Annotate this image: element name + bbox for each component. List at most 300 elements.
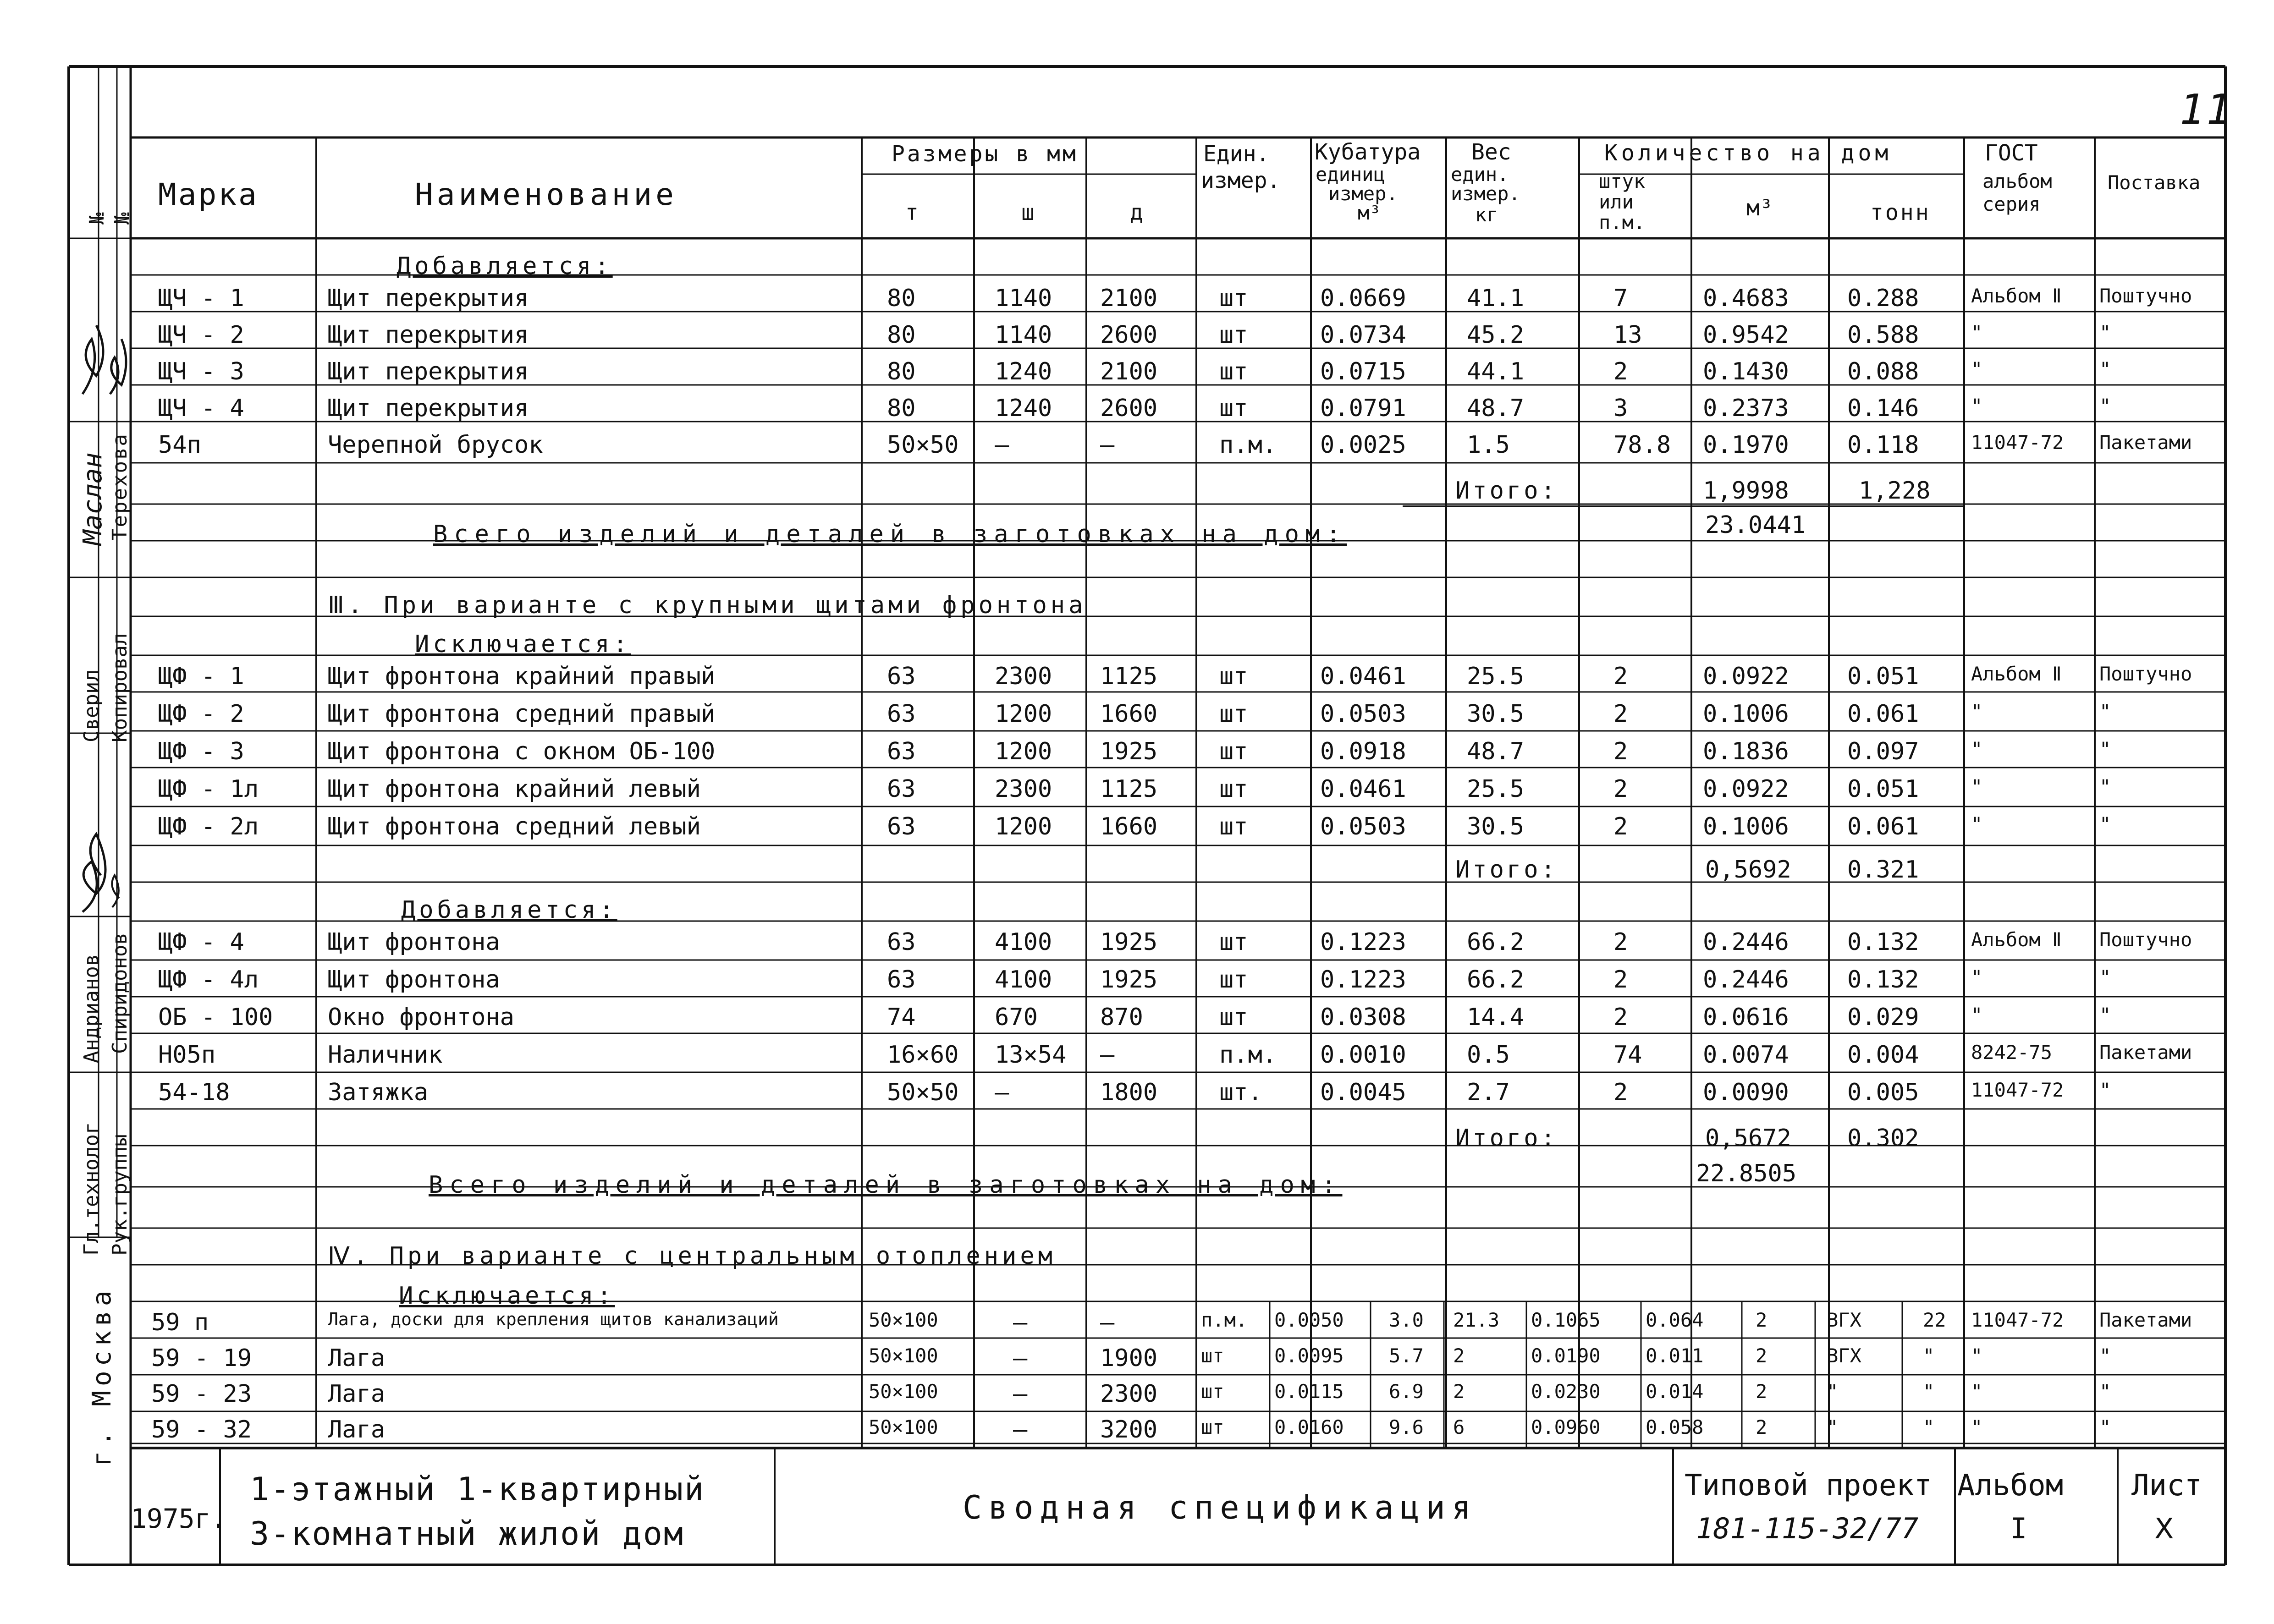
- row-a-gost: ": [1971, 358, 1983, 380]
- row-b-volume: 0.0503: [1320, 813, 1406, 840]
- header-w: ш: [1021, 200, 1035, 225]
- section-excluded-1: Исключается:: [415, 631, 631, 658]
- row-d-mark: 59 п: [151, 1309, 209, 1336]
- row-d-gost: ": [1971, 1344, 1983, 1367]
- total-a-m3: 1,9998: [1703, 477, 1789, 505]
- section-total-in-blanks-1: Всего изделий и деталей в заготовках на дом:: [433, 521, 1347, 548]
- row-a-tons: 0.118: [1847, 431, 1919, 459]
- section-total-in-blanks-2: Всего изделий и деталей в заготовках на дом:: [429, 1171, 1343, 1199]
- row-c-supply: Поштучно: [2099, 928, 2192, 951]
- title-project-label: Типовой проект: [1685, 1469, 1932, 1503]
- row-b-weight: 25.5: [1467, 775, 1525, 803]
- row-d-unit: п.м.: [1201, 1309, 1248, 1331]
- row-c-weight: 14.4: [1467, 1004, 1525, 1031]
- signature-4: [112, 875, 119, 907]
- header-supply: Поставка: [2108, 171, 2201, 194]
- row-a-volume: 0.0025: [1320, 431, 1406, 459]
- row-b-name: Щит фронтона с окном ОБ-100: [328, 738, 716, 765]
- row-a-tons: 0.146: [1847, 395, 1919, 422]
- row-a-gost: 11047-72: [1971, 431, 2064, 454]
- row-b-tons: 0.061: [1847, 700, 1919, 728]
- header-weight-2: един.: [1451, 163, 1509, 186]
- row-a-w: —: [995, 431, 1009, 459]
- row-c-unit: шт.: [1219, 1079, 1262, 1106]
- row-a-supply: ": [2099, 321, 2111, 344]
- row-a-pcs: 78.8: [1613, 431, 1671, 459]
- row-a-supply: Поштучно: [2099, 285, 2192, 307]
- header-l: д: [1130, 200, 1143, 225]
- row-d-t: 50×100: [869, 1309, 938, 1331]
- row-a-name: Щит перекрытия: [328, 321, 529, 349]
- row-a-pcs: 2: [1613, 358, 1628, 385]
- row-a-tons: 0.588: [1847, 321, 1919, 349]
- stamp-name-maslan: Маслан: [78, 452, 108, 545]
- row-a-supply: ": [2099, 395, 2111, 417]
- row-c-m3: 0.2446: [1703, 966, 1789, 993]
- row-c-l: 1800: [1100, 1079, 1158, 1106]
- row-a-t: 80: [887, 321, 916, 349]
- row-d-w: —: [1013, 1344, 1028, 1372]
- row-a-gost: Альбом Ⅱ: [1971, 285, 2062, 307]
- header-tons: тонн: [1870, 200, 1931, 225]
- row-b-w: 1200: [995, 738, 1052, 765]
- row-a-supply: ": [2099, 358, 2111, 380]
- total-b-m3: 0,5692: [1705, 856, 1791, 883]
- row-b-gost: ": [1971, 775, 1983, 798]
- row-b-m3: 0.1836: [1703, 738, 1789, 765]
- row-d-count: 2: [1756, 1416, 1767, 1438]
- row-b-volume: 0.0461: [1320, 775, 1406, 803]
- total-c-tons: 0.302: [1847, 1125, 1919, 1152]
- row-b-weight: 25.5: [1467, 663, 1525, 690]
- header-volume-4: м³: [1358, 202, 1381, 224]
- row-a-supply: Пакетами: [2099, 431, 2192, 454]
- section-adds-2: Добавляется:: [401, 896, 617, 924]
- row-d-l: 2300: [1100, 1380, 1158, 1408]
- row-b-unit: шт: [1219, 775, 1248, 803]
- row-b-t: 63: [887, 738, 916, 765]
- row-c-l: 870: [1100, 1004, 1143, 1031]
- row-c-unit: п.м.: [1219, 1041, 1277, 1069]
- row-a-volume: 0.0791: [1320, 395, 1406, 422]
- row-b-t: 63: [887, 663, 916, 690]
- row-a-mark: ЩЧ - 1: [158, 285, 244, 312]
- header-name: Наименование: [415, 177, 677, 212]
- row-b-l: 1925: [1100, 738, 1158, 765]
- row-d-m3: 0.1065: [1531, 1309, 1601, 1331]
- row-d-tons: 0.058: [1646, 1416, 1704, 1438]
- header-volume-3: измер.: [1328, 182, 1398, 205]
- row-d-count: 2: [1756, 1344, 1767, 1367]
- row-a-t: 50×50: [887, 431, 959, 459]
- row-b-l: 1125: [1100, 663, 1158, 690]
- section-4-title: Ⅳ. При варианте с центральным отоплением: [328, 1242, 1056, 1270]
- header-m3: м³: [1746, 195, 1773, 221]
- header-gost-2: альбом: [1982, 170, 2052, 192]
- row-b-unit: шт: [1219, 663, 1248, 690]
- title-project-number: 181-115-32/77: [1696, 1512, 1919, 1545]
- row-d-gost: ": [1971, 1416, 1983, 1438]
- row-d-count: 2: [1756, 1380, 1767, 1403]
- row-b-gost: ": [1971, 813, 1983, 835]
- row-b-pcs: 2: [1613, 663, 1628, 690]
- row-b-l: 1660: [1100, 700, 1158, 728]
- row-d-class: ВГХ: [1827, 1309, 1861, 1331]
- row-b-gost: ": [1971, 700, 1983, 723]
- row-d-name: Лага, доски для крепления щитов канализаций: [328, 1309, 779, 1329]
- row-a-weight: 48.7: [1467, 395, 1525, 422]
- row-b-t: 63: [887, 700, 916, 728]
- row-c-tons: 0.029: [1847, 1004, 1919, 1031]
- row-c-unit: шт: [1219, 1004, 1248, 1031]
- row-b-name: Щит фронтона средний левый: [328, 813, 701, 840]
- row-d-l: 3200: [1100, 1416, 1158, 1443]
- row-b-supply: ": [2099, 738, 2111, 760]
- row-b-volume: 0.0918: [1320, 738, 1406, 765]
- row-a-name: Щит перекрытия: [328, 395, 529, 422]
- row-c-gost: ": [1971, 966, 1983, 988]
- row-a-l: 2100: [1100, 358, 1158, 385]
- title-house-line-1: 1-этажный 1-квартирный: [250, 1470, 705, 1508]
- row-c-t: 74: [887, 1004, 916, 1031]
- row-a-name: Черепной брусок: [328, 431, 543, 459]
- itogo-label-c: Итого:: [1455, 1125, 1558, 1152]
- stamp-role-ruk-gruppy: Рук.группы: [108, 1134, 132, 1256]
- title-sheet-number: Ⅹ: [2154, 1512, 2174, 1545]
- row-c-volume: 0.1223: [1320, 928, 1406, 956]
- row-a-t: 80: [887, 358, 916, 385]
- row-b-l: 1660: [1100, 813, 1158, 840]
- itogo-label-b: Итого:: [1455, 856, 1558, 883]
- row-d-name: Лага: [328, 1380, 385, 1408]
- row-d-class: ВГХ: [1827, 1344, 1861, 1367]
- total-b-tons: 0.321: [1847, 856, 1919, 883]
- row-d-weight: 3.0: [1389, 1309, 1424, 1331]
- row-c-gost: 8242-75: [1971, 1041, 2053, 1064]
- row-c-mark: ЩФ - 4: [158, 928, 244, 956]
- row-a-weight: 45.2: [1467, 321, 1525, 349]
- row-b-weight: 30.5: [1467, 813, 1525, 840]
- header-gost-1: ГОСТ: [1985, 140, 2038, 166]
- row-c-volume: 0.1223: [1320, 966, 1406, 993]
- row-c-supply: ": [2099, 1004, 2111, 1026]
- row-a-l: 2600: [1100, 395, 1158, 422]
- stamp-role-spiridonov: Спиридонов: [108, 933, 132, 1054]
- section-excluded-2: Исключается:: [399, 1282, 615, 1310]
- row-a-w: 1240: [995, 395, 1052, 422]
- row-a-w: 1140: [995, 285, 1052, 312]
- row-a-name: Щит перекрытия: [328, 285, 529, 312]
- row-c-l: 1925: [1100, 928, 1158, 956]
- row-b-unit: шт: [1219, 700, 1248, 728]
- row-b-pcs: 2: [1613, 775, 1628, 803]
- sheet-number: 11: [2180, 86, 2233, 134]
- stamp-no-1: №: [85, 212, 109, 225]
- row-c-unit: шт: [1219, 966, 1248, 993]
- row-d-gost: 11047-72: [1971, 1309, 2064, 1331]
- row-b-unit: шт: [1219, 813, 1248, 840]
- row-b-w: 2300: [995, 663, 1052, 690]
- row-d-extra: ": [1923, 1416, 1935, 1438]
- row-b-tons: 0.061: [1847, 813, 1919, 840]
- row-b-pcs: 2: [1613, 813, 1628, 840]
- row-c-t: 63: [887, 966, 916, 993]
- row-a-unit: шт: [1219, 395, 1248, 422]
- row-d-extra: ": [1923, 1344, 1935, 1367]
- row-a-w: 1240: [995, 358, 1052, 385]
- row-d-pcs: 2: [1453, 1344, 1465, 1367]
- row-b-unit: шт: [1219, 738, 1248, 765]
- row-b-w: 1200: [995, 813, 1052, 840]
- row-d-t: 50×100: [869, 1416, 938, 1438]
- row-d-name: Лага: [328, 1344, 385, 1372]
- row-b-mark: ЩФ - 2: [158, 700, 244, 728]
- row-d-w: —: [1013, 1380, 1028, 1408]
- row-b-mark: ЩФ - 3: [158, 738, 244, 765]
- row-c-t: 16×60: [887, 1041, 959, 1069]
- row-c-pcs: 74: [1613, 1041, 1642, 1069]
- row-b-name: Щит фронтона крайний правый: [328, 663, 716, 690]
- row-c-weight: 66.2: [1467, 928, 1525, 956]
- row-a-mark: 54п: [158, 431, 201, 459]
- row-a-gost: ": [1971, 321, 1983, 344]
- row-d-mark: 59 - 32: [151, 1416, 252, 1443]
- row-a-tons: 0.088: [1847, 358, 1919, 385]
- row-b-t: 63: [887, 775, 916, 803]
- row-c-tons: 0.004: [1847, 1041, 1919, 1069]
- stamp-no-2: №: [110, 212, 134, 225]
- total-a-tons: 1,228: [1859, 477, 1931, 505]
- header-volume-2: единиц: [1316, 163, 1385, 186]
- row-a-mark: ЩЧ - 4: [158, 395, 244, 422]
- row-b-supply: Поштучно: [2099, 663, 2192, 685]
- row-c-name: Щит фронтона: [328, 966, 500, 993]
- row-b-m3: 0.0922: [1703, 775, 1789, 803]
- row-d-extra: ": [1923, 1380, 1935, 1403]
- row-c-l: —: [1100, 1041, 1115, 1069]
- row-c-name: Наличник: [328, 1041, 443, 1069]
- row-c-pcs: 2: [1613, 1079, 1628, 1106]
- row-d-volume: 0.0050: [1274, 1309, 1344, 1331]
- signature-1: [83, 325, 103, 394]
- row-a-unit: шт: [1219, 358, 1248, 385]
- title-album-label: Альбом: [1957, 1469, 2064, 1503]
- row-c-t: 63: [887, 928, 916, 956]
- row-c-volume: 0.0010: [1320, 1041, 1406, 1069]
- row-d-supply: ": [2099, 1380, 2111, 1403]
- row-d-m3: 0.0960: [1531, 1416, 1601, 1438]
- row-c-name: Затяжка: [328, 1079, 429, 1106]
- row-c-name: Окно фронтона: [328, 1004, 514, 1031]
- header-weight-3: измер.: [1451, 182, 1520, 205]
- row-a-l: 2600: [1100, 321, 1158, 349]
- row-c-supply: ": [2099, 1079, 2111, 1101]
- row-d-t: 50×100: [869, 1380, 938, 1403]
- row-a-t: 80: [887, 395, 916, 422]
- row-c-unit: шт: [1219, 928, 1248, 956]
- row-d-supply: Пакетами: [2099, 1309, 2192, 1331]
- row-c-mark: 54-18: [158, 1079, 230, 1106]
- row-d-class: ": [1827, 1380, 1839, 1403]
- row-d-unit: шт: [1201, 1416, 1224, 1438]
- row-c-volume: 0.0308: [1320, 1004, 1406, 1031]
- row-b-pcs: 2: [1613, 700, 1628, 728]
- row-b-m3: 0.1006: [1703, 700, 1789, 728]
- row-b-mark: ЩФ - 1л: [158, 775, 259, 803]
- row-d-pcs: 2: [1453, 1380, 1465, 1403]
- stamp-role-kopiroval: Копировал: [108, 633, 132, 742]
- row-a-l: —: [1100, 431, 1115, 459]
- row-c-weight: 66.2: [1467, 966, 1525, 993]
- header-qty: Количество на дом: [1604, 140, 1892, 166]
- stamp-city: г. Москва: [87, 1286, 117, 1466]
- row-b-tons: 0.051: [1847, 775, 1919, 803]
- row-d-weight: 5.7: [1389, 1344, 1424, 1367]
- row-d-mark: 59 - 23: [151, 1380, 252, 1408]
- row-a-m3: 0.9542: [1703, 321, 1789, 349]
- header-sizes: Размеры в мм: [892, 141, 1078, 167]
- stamp-name-terekhova: Терехова: [108, 433, 132, 541]
- row-b-weight: 30.5: [1467, 700, 1525, 728]
- row-d-weight: 6.9: [1389, 1380, 1424, 1403]
- row-c-weight: 0.5: [1467, 1041, 1510, 1069]
- row-c-mark: ЩФ - 4л: [158, 966, 259, 993]
- row-a-unit: шт: [1219, 321, 1248, 349]
- row-d-m3: 0.0230: [1531, 1380, 1601, 1403]
- header-unit-1: Един.: [1203, 141, 1270, 167]
- row-c-tons: 0.132: [1847, 966, 1919, 993]
- row-b-supply: ": [2099, 700, 2111, 723]
- row-a-pcs: 7: [1613, 285, 1628, 312]
- row-a-name: Щит перекрытия: [328, 358, 529, 385]
- row-d-volume: 0.0160: [1274, 1416, 1344, 1438]
- row-d-supply: ": [2099, 1416, 2111, 1438]
- row-c-w: 670: [995, 1004, 1038, 1031]
- title-album-number: I: [2010, 1512, 2027, 1545]
- row-c-w: 4100: [995, 966, 1052, 993]
- row-c-mark: ОБ - 100: [158, 1004, 273, 1031]
- header-volume-1: Кубатура: [1315, 139, 1421, 165]
- row-c-m3: 0.0616: [1703, 1004, 1789, 1031]
- row-a-l: 2100: [1100, 285, 1158, 312]
- row-d-pcs: 21.3: [1453, 1309, 1500, 1331]
- row-c-pcs: 2: [1613, 928, 1628, 956]
- row-d-tons: 0.014: [1646, 1380, 1704, 1403]
- row-d-unit: шт: [1201, 1344, 1224, 1367]
- row-b-m3: 0.0922: [1703, 663, 1789, 690]
- row-d-supply: ": [2099, 1344, 2111, 1367]
- title-year: 1975г.: [131, 1503, 227, 1534]
- row-a-unit: п.м.: [1219, 431, 1277, 459]
- row-c-w: 4100: [995, 928, 1052, 956]
- row-c-t: 50×50: [887, 1079, 959, 1106]
- section-adds-1: Добавляется:: [396, 252, 613, 280]
- row-d-gost: ": [1971, 1380, 1983, 1403]
- row-d-unit: шт: [1201, 1380, 1224, 1403]
- row-c-supply: Пакетами: [2099, 1041, 2192, 1064]
- row-a-m3: 0.1430: [1703, 358, 1789, 385]
- row-b-tons: 0.051: [1847, 663, 1919, 690]
- row-d-name: Лага: [328, 1416, 385, 1443]
- row-a-unit: шт: [1219, 285, 1248, 312]
- header-unit-2: измер.: [1201, 168, 1281, 193]
- row-c-gost: ": [1971, 1004, 1983, 1026]
- row-d-mark: 59 - 19: [151, 1344, 252, 1372]
- row-d-w: —: [1013, 1416, 1028, 1443]
- grand-a-m3: 23.0441: [1705, 511, 1806, 539]
- row-a-volume: 0.0734: [1320, 321, 1406, 349]
- row-a-m3: 0.2373: [1703, 395, 1789, 422]
- row-a-pcs: 3: [1613, 395, 1628, 422]
- row-b-gost: Альбом Ⅱ: [1971, 663, 2062, 685]
- header-gost-3: серия: [1982, 193, 2041, 215]
- row-c-l: 1925: [1100, 966, 1158, 993]
- row-a-volume: 0.0669: [1320, 285, 1406, 312]
- header-pcs-2: или: [1599, 191, 1634, 213]
- row-d-volume: 0.0115: [1274, 1380, 1344, 1403]
- row-b-volume: 0.0461: [1320, 663, 1406, 690]
- row-a-weight: 41.1: [1467, 285, 1525, 312]
- row-a-tons: 0.288: [1847, 285, 1919, 312]
- row-b-t: 63: [887, 813, 916, 840]
- row-d-class: ": [1827, 1416, 1839, 1438]
- row-b-w: 2300: [995, 775, 1052, 803]
- row-b-supply: ": [2099, 813, 2111, 835]
- row-c-tons: 0.132: [1847, 928, 1919, 956]
- row-a-pcs: 13: [1613, 321, 1642, 349]
- row-b-name: Щит фронтона средний правый: [328, 700, 716, 728]
- row-d-m3: 0.0190: [1531, 1344, 1601, 1367]
- row-c-name: Щит фронтона: [328, 928, 500, 956]
- row-a-m3: 0.4683: [1703, 285, 1789, 312]
- itogo-label-a: Итого:: [1455, 477, 1558, 505]
- signature-2: [110, 339, 126, 394]
- row-c-w: —: [995, 1079, 1009, 1106]
- header-mark: Марка: [158, 177, 259, 212]
- row-b-tons: 0.097: [1847, 738, 1919, 765]
- row-c-m3: 0.0090: [1703, 1079, 1789, 1106]
- row-c-gost: Альбом Ⅱ: [1971, 928, 2062, 951]
- row-a-m3: 0.1970: [1703, 431, 1789, 459]
- row-c-pcs: 2: [1613, 1004, 1628, 1031]
- row-d-pcs: 6: [1453, 1416, 1465, 1438]
- row-c-gost: 11047-72: [1971, 1079, 2064, 1101]
- row-b-mark: ЩФ - 2л: [158, 813, 259, 840]
- row-a-mark: ЩЧ - 3: [158, 358, 244, 385]
- row-b-mark: ЩФ - 1: [158, 663, 244, 690]
- row-b-pcs: 2: [1613, 738, 1628, 765]
- row-b-supply: ": [2099, 775, 2111, 798]
- row-a-gost: ": [1971, 395, 1983, 417]
- row-a-weight: 1.5: [1467, 431, 1510, 459]
- row-c-supply: ": [2099, 966, 2111, 988]
- row-a-mark: ЩЧ - 2: [158, 321, 244, 349]
- row-c-m3: 0.2446: [1703, 928, 1789, 956]
- header-pcs-3: п.м.: [1599, 211, 1646, 234]
- title-sheet-label: Лист: [2131, 1469, 2202, 1503]
- row-d-tons: 0.011: [1646, 1344, 1704, 1367]
- stamp-role-sveril: Сверил: [80, 669, 103, 742]
- header-weight-1: Вес: [1471, 139, 1511, 165]
- row-b-name: Щит фронтона крайний левый: [328, 775, 701, 803]
- title-document: Сводная спецификация: [963, 1489, 1477, 1526]
- row-c-weight: 2.7: [1467, 1079, 1510, 1106]
- row-a-w: 1140: [995, 321, 1052, 349]
- row-d-t: 50×100: [869, 1344, 938, 1367]
- row-d-l: 1900: [1100, 1344, 1158, 1372]
- stamp-role-gl-tekhnolog: Гл.технолог: [80, 1122, 103, 1256]
- row-a-t: 80: [887, 285, 916, 312]
